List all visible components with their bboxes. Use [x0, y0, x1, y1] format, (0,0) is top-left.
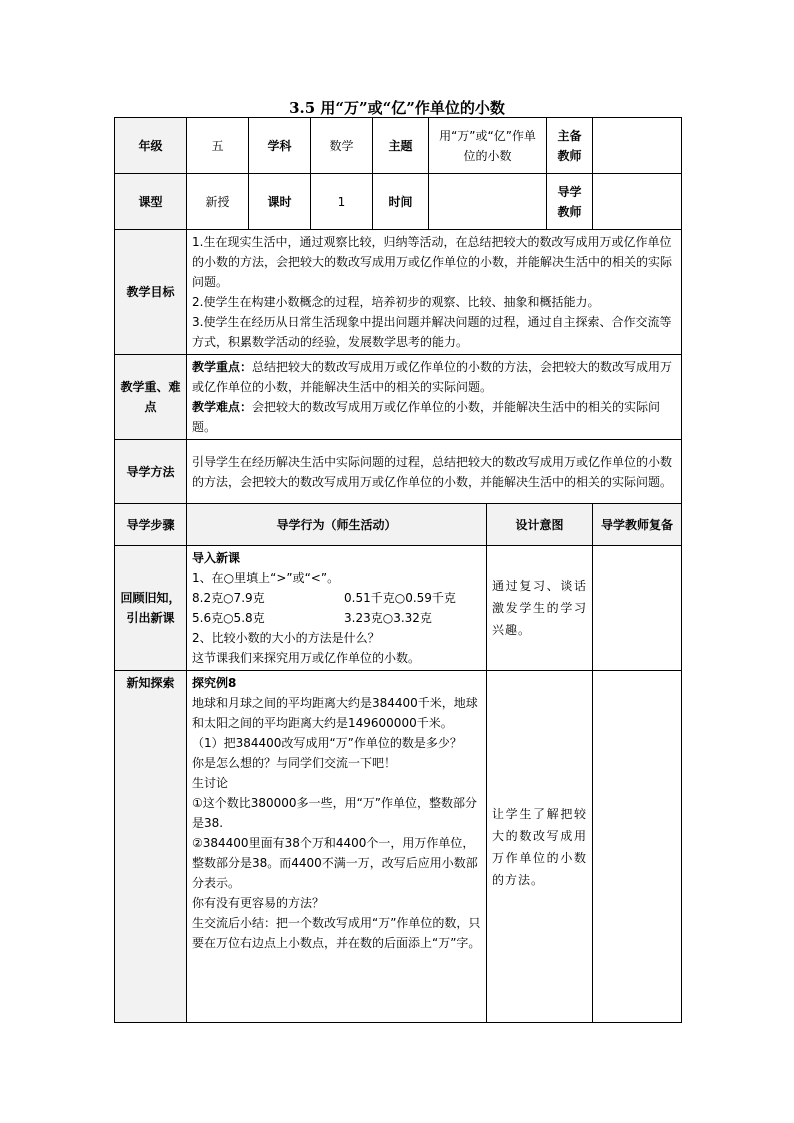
period-value: 1: [311, 174, 373, 230]
comparison-item: 3.23克○3.32克: [344, 611, 432, 625]
guide-teacher-label: 导学教师: [547, 174, 593, 230]
review-design: 通过复习、谈话激发学生的学习兴趣。: [487, 546, 593, 671]
review-step-label: 回顾旧知，引出新课: [115, 546, 187, 671]
lesson-plan-table: [114, 117, 682, 1023]
grade-label: 年级: [115, 118, 187, 174]
explore-row: [115, 671, 682, 1023]
comparison-row: [192, 608, 481, 628]
explore-paragraph: ②384400里面有38个万和4400个一，用万作单位，整数部分是38。而4400不满一万，改写后应用小数部分表示。: [192, 836, 478, 890]
review-header: 导学教师复备: [593, 504, 682, 546]
review-activity: [187, 546, 487, 671]
page-title: 3.5 用“万”或“亿”作单位的小数: [289, 99, 505, 117]
comparison-item: 5.6克○5.8克: [192, 611, 265, 625]
objective-item: 2.使学生在构建小数概念的过程，培养初步的观察、比较、抽象和概括能力。: [192, 295, 600, 309]
explore-paragraph: 你是怎么想的？与同学们交流一下吧！: [192, 756, 397, 770]
explore-step-label: 新知探索: [115, 671, 187, 1023]
keypoints-content: [187, 355, 682, 440]
method-text: 引导学生在经历解决生活中实际问题的过程，总结把较大的数改写成用万或亿作单位的小数的方法，会把较大的数改写成用万或亿作单位的小数，并能解决生活中的相关的实际问题。: [187, 440, 682, 504]
subject-value: 数学: [311, 118, 373, 174]
objectives-label: 教学目标: [115, 230, 187, 355]
keypoints-label: 教学重、难点: [115, 355, 187, 440]
method-label: 导学方法: [115, 440, 187, 504]
info-row-2: [115, 174, 682, 230]
objectives-content: [187, 230, 682, 355]
focus-text: 总结把较大的数改写成用万或亿作单位的小数的方法，会把较大的数改写成用万或亿作单位的小数，并能解决生活中的相关的实际问题。: [192, 360, 673, 394]
time-value: [429, 174, 547, 230]
explore-paragraph: 地球和月球之间的平均距离大约是384400千米，地球和太阳之间的平均距离大约是149600000千米。: [192, 696, 478, 730]
objective-item: 1.生在现实生活中，通过观察比较，归纳等活动，在总结把较大的数改写成用万或亿作单位的小数的方法，会把较大的数改写成用万或亿作单位的小数，并能解决生活中的相关的实际问题。: [192, 235, 673, 289]
info-row-1: [115, 118, 682, 174]
topic-value: 用“万”或“亿”作单位的小数: [429, 118, 547, 174]
objectives-row: [115, 230, 682, 355]
review-q1: 1、在○里填上“>”或“<”。: [192, 571, 340, 585]
teacher-value: [593, 118, 682, 174]
difficulty-paragraph: [192, 397, 676, 437]
explore-notes: [593, 671, 682, 1023]
step-header: 导学步骤: [115, 504, 187, 546]
method-row: [115, 440, 682, 504]
subject-label: 学科: [249, 118, 311, 174]
focus-paragraph: [192, 357, 676, 397]
explore-paragraph: 生交流后小结：把一个数改写成用“万”作单位的数，只要在万位右边点上小数点，并在数的后面添上“万”字。: [192, 916, 481, 950]
topic-label: 主题: [373, 118, 429, 174]
type-label: 课型: [115, 174, 187, 230]
comparison-item: 8.2克○7.9克: [192, 591, 265, 605]
difficulty-label: 教学难点：: [192, 400, 253, 414]
explore-activity: [187, 671, 487, 1023]
review-heading: 导入新课: [192, 551, 241, 565]
explore-paragraph: 你有没有更容易的方法？: [192, 896, 325, 910]
comparison-row: [192, 588, 481, 608]
explore-paragraph: ①这个数比380000多一些，用“万”作单位，整数部分是38.: [192, 796, 478, 830]
review-row: [115, 546, 682, 671]
focus-label: 教学重点：: [192, 360, 253, 374]
explore-paragraph: 生讨论: [192, 776, 229, 790]
review-intro: 这节课我们来探究用万或亿作单位的小数。: [192, 651, 421, 665]
keypoints-row: [115, 355, 682, 440]
comparison-item: 0.51千克○0.59千克: [344, 591, 456, 605]
grade-value: 五: [187, 118, 249, 174]
objective-item: 3.使学生在经历从日常生活现象中提出问题并解决问题的过程，通过自主探索、合作交流等方式，积累数学活动的经验，发展数学思考的能力。: [192, 315, 672, 349]
steps-header-row: [115, 504, 682, 546]
explore-paragraph: （1）把384400改写成用“万”作单位的数是多少？: [192, 736, 462, 750]
activity-header: 导学行为（师生活动）: [187, 504, 487, 546]
time-label: 时间: [373, 174, 429, 230]
explore-heading: 探究例8: [192, 676, 237, 690]
teacher-label: 主备教师: [547, 118, 593, 174]
design-header: 设计意图: [487, 504, 593, 546]
difficulty-text: 会把较大的数改写成用万或亿作单位的小数，并能解决生活中的相关的实际问题。: [192, 400, 661, 434]
explore-design: 让学生了解把较大的数改写成用万作单位的小数的方法。: [487, 671, 593, 1023]
guide-teacher-value: [593, 174, 682, 230]
type-value: 新授: [187, 174, 249, 230]
period-label: 课时: [249, 174, 311, 230]
review-q2: 2、比较小数的大小的方法是什么？: [192, 631, 380, 645]
review-notes: [593, 546, 682, 671]
